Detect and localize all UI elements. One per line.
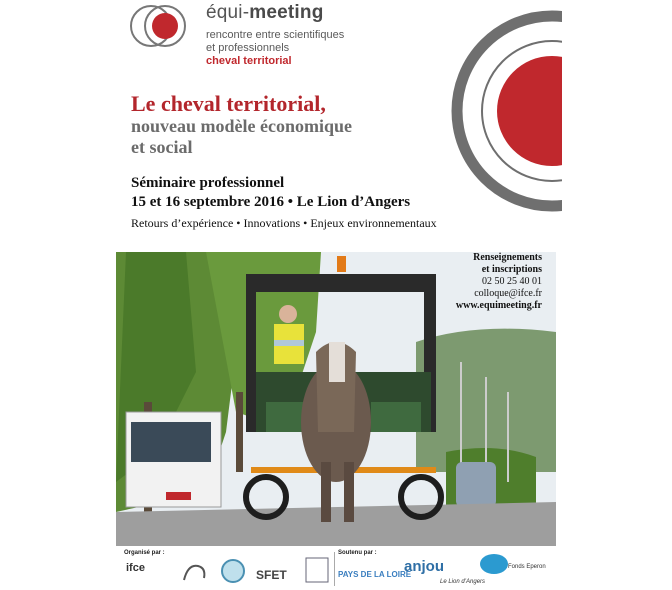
footer-divider: [334, 552, 335, 586]
equimeeting-logo-icon: [129, 2, 193, 50]
seminar-date-location: 15 et 16 septembre 2016 • Le Lion d’Angers: [131, 194, 411, 210]
sfet-logo: SFET: [256, 568, 287, 582]
brand-tagline-3: cheval territorial: [206, 55, 292, 67]
decorative-circles-icon: [412, 8, 562, 214]
contact-email[interactable]: colloque@ifce.fr: [474, 288, 542, 299]
main-title-line-3: et social: [131, 137, 193, 157]
main-title-line-2: nouveau modèle économique: [131, 116, 353, 136]
contact-heading-2: et inscriptions: [481, 264, 542, 275]
eperon-logo: Fonds Eperon: [508, 564, 546, 570]
eperon-logo-icon: [478, 552, 510, 576]
snpa-logo-icon: [304, 556, 330, 584]
brand-tagline-1: rencontre entre scientifiques: [206, 29, 345, 41]
pays-de-la-loire-logo: PAYS DE LA LOIRE: [338, 570, 412, 579]
contact-website[interactable]: www.equimeeting.fr: [455, 300, 542, 311]
contact-info: [456, 252, 542, 312]
lion-dangers-logo: Le Lion d’Angers: [440, 579, 486, 585]
anjou-logo: anjou: [404, 558, 444, 575]
brand-name: équi-meeting: [206, 2, 324, 23]
contact-heading-1: Renseignements: [473, 252, 542, 263]
seminar-topics: Retours d’expérience • Innovations • Enjeux environnementaux: [131, 216, 437, 230]
contact-phone: 02 50 25 40 01: [482, 276, 542, 287]
ifce-logo: ifce: [126, 562, 145, 574]
brand-tagline-2: et professionnels: [206, 42, 290, 54]
cheval-logo-icon: [180, 560, 210, 584]
horse-association-logo-icon: [220, 558, 246, 584]
organized-by-label: Organisé par :: [124, 550, 165, 556]
supported-by-label: Soutenu par :: [338, 550, 377, 556]
main-title-line-1: Le cheval territorial,: [131, 91, 326, 116]
seminar-type: Séminaire professionnel: [131, 175, 285, 191]
